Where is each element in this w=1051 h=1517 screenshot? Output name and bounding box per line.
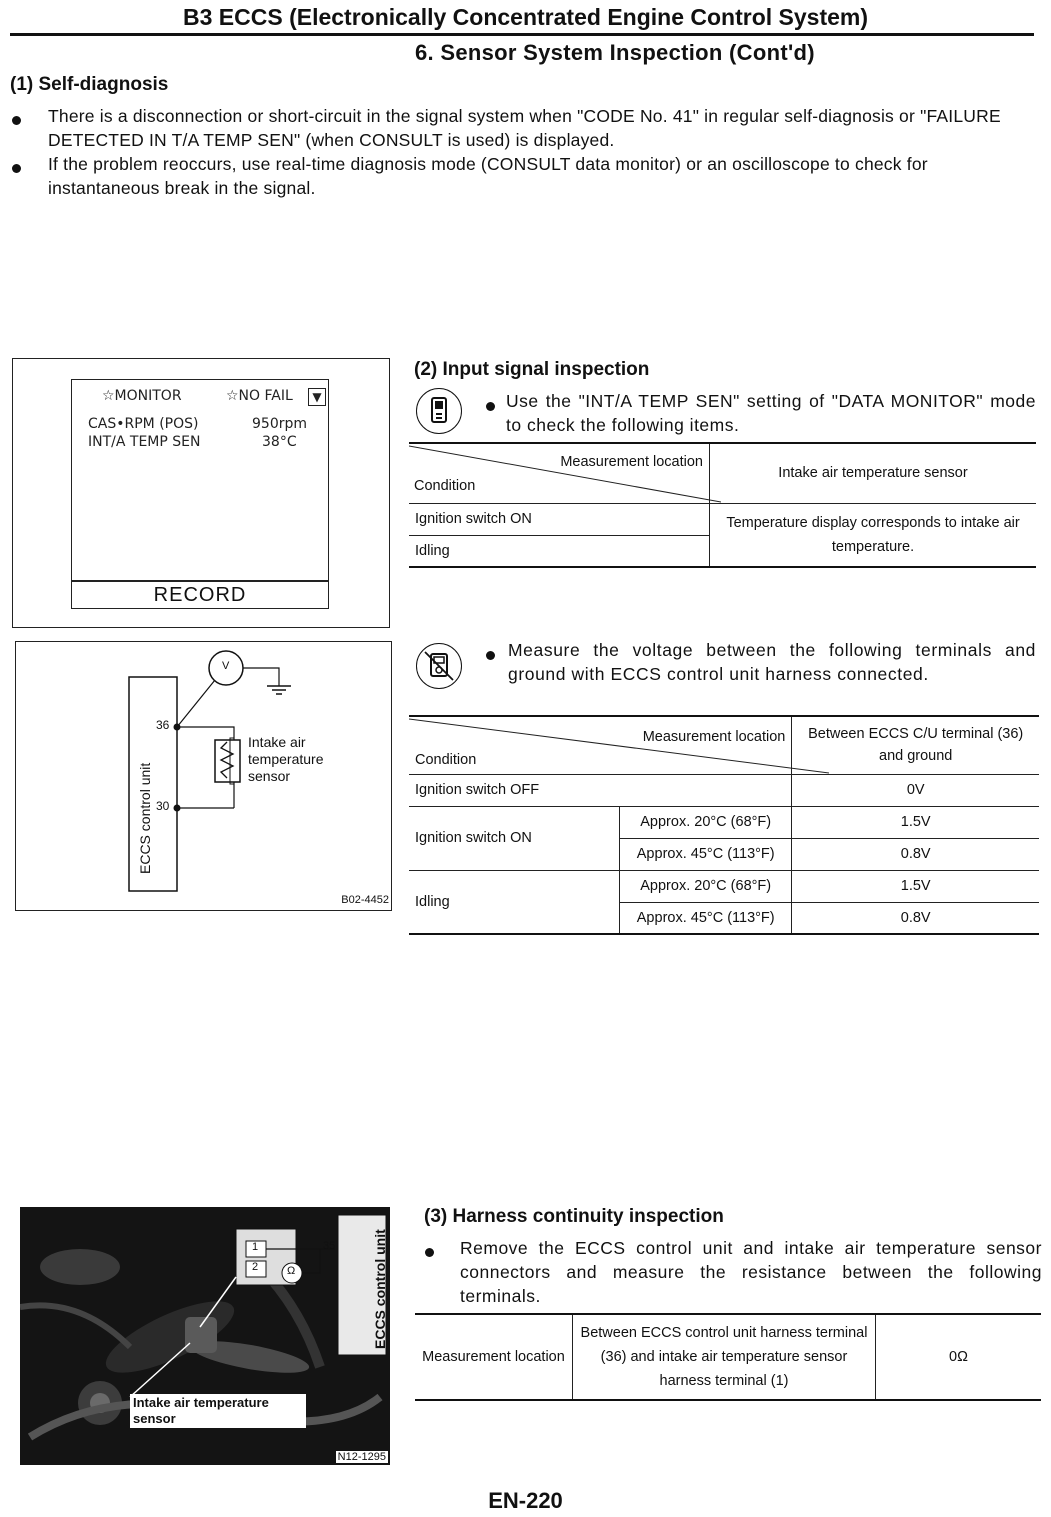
record-button[interactable]: RECORD xyxy=(71,581,329,609)
section-subtitle: 6. Sensor System Inspection (Cont'd) xyxy=(415,40,815,65)
bullet-icon xyxy=(486,647,495,665)
condition-cell: Ignition switch OFF xyxy=(409,774,792,806)
input-signal-instruction: Use the "INT/A TEMP SEN" setting of "DATA MONITOR" mode to check the following items. xyxy=(506,391,1036,435)
monitor-row-label: INT/A TEMP SEN xyxy=(88,434,201,450)
corner-top-label: Measurement location xyxy=(642,729,786,745)
condition-cell: Ignition switch ON xyxy=(409,503,710,535)
condition-cell: Idling xyxy=(409,535,710,567)
self-diagnosis-title: (1) Self-diagnosis xyxy=(10,74,169,95)
condition-cell: Idling xyxy=(409,870,620,934)
sub-condition-cell: Approx. 45°C (113°F) xyxy=(620,902,792,934)
monitor-header-left: ☆MONITOR xyxy=(102,388,182,404)
figure-code: B02-4452 xyxy=(341,894,389,906)
scroll-down-icon[interactable]: ▼ xyxy=(308,388,326,406)
voltage-check-instruction: Measure the voltage between the following terminals and ground with ECCS control unit harness connected. xyxy=(508,640,1036,684)
monitor-row-value: 950rpm xyxy=(252,416,308,432)
sub-condition-cell: Approx. 20°C (68°F) xyxy=(620,870,792,902)
monitor-screen xyxy=(71,379,329,581)
monitor-header-right: ☆NO FAIL xyxy=(226,388,293,404)
input-signal-title: (2) Input signal inspection xyxy=(414,359,650,380)
consult-monitor-panel xyxy=(12,358,390,628)
circuit-diagram-panel xyxy=(15,641,392,911)
value-cell: 0.8V xyxy=(792,902,1039,934)
sub-condition-cell: Approx. 45°C (113°F) xyxy=(620,838,792,870)
value-cell: 1.5V xyxy=(792,870,1039,902)
voltage-check-table xyxy=(409,715,1039,935)
location-cell: Between ECCS control unit harness terminal (36) and intake air temperature sensor harness terminal (1) xyxy=(573,1314,876,1400)
header-cell: Measurement location xyxy=(415,1314,573,1400)
self-diagnosis-bullet-1: There is a disconnection or short-circuit in the signal system when "CODE No. 41" in regular self-diagnosis or "FAILURE DETECTED IN T/A TEMP SEN" (when CONSULT is used) is displayed. xyxy=(48,106,1001,150)
photo-ecu-label: ECCS control unit xyxy=(372,1229,388,1349)
condition-cell: Ignition switch ON xyxy=(409,806,620,870)
corner-bottom-label: Condition xyxy=(415,752,477,768)
photo-sensor-caption: Intake air temperature sensor xyxy=(130,1394,306,1428)
value-cell: 0V xyxy=(792,774,1039,806)
circuit-tester-icon xyxy=(416,643,462,689)
consult-tester-icon xyxy=(416,388,462,434)
result-cell: Temperature display corresponds to intake air temperature. xyxy=(710,503,1037,567)
corner-top-label: Measurement location xyxy=(560,454,703,470)
photo-pin2-label: 2 xyxy=(252,1261,259,1273)
monitor-row-label: CAS•RPM (POS) xyxy=(88,416,199,432)
terminal-36-label: 36 xyxy=(156,718,170,732)
table-corner-cell xyxy=(409,443,710,503)
ecu-label: ECCS control unit xyxy=(137,762,153,874)
diagonal-divider xyxy=(409,444,721,504)
value-cell: 0.8V xyxy=(792,838,1039,870)
ohmmeter-icon: Ω xyxy=(287,1265,296,1277)
sensor-label: Intake air temperature sensor xyxy=(248,734,324,784)
harness-instruction: Remove the ECCS control unit and intake air temperature sensor connectors and measure the resistance between the following terminals. xyxy=(460,1238,1042,1306)
voltmeter-icon: V xyxy=(222,660,230,672)
value-cell: 0Ω xyxy=(876,1314,1042,1400)
self-diagnosis-bullet-2: If the problem reoccurs, use real-time diagnosis mode (CONSULT data monitor) or an oscilloscope to check for instantaneous break in the signal. xyxy=(48,154,928,198)
corner-bottom-label: Condition xyxy=(414,478,476,494)
bullet-icon xyxy=(12,160,21,178)
monitor-row-value: 38°C xyxy=(262,434,297,450)
figure-code: N12-1295 xyxy=(337,1451,386,1463)
harness-title: (3) Harness continuity inspection xyxy=(424,1206,724,1227)
photo-terminal-label: 35 xyxy=(323,1240,336,1252)
terminal-30-label: 30 xyxy=(156,799,170,813)
column-header: Between ECCS C/U terminal (36) and ground xyxy=(792,716,1039,774)
bullet-icon xyxy=(12,112,21,130)
bullet-icon xyxy=(486,398,495,416)
bullet-icon xyxy=(425,1244,434,1262)
sub-condition-cell: Approx. 20°C (68°F) xyxy=(620,806,792,838)
value-cell: 1.5V xyxy=(792,806,1039,838)
table-corner-cell xyxy=(409,716,792,774)
page-number: EN-220 xyxy=(488,1488,563,1513)
harness-photo xyxy=(20,1207,390,1465)
harness-table xyxy=(415,1313,1041,1401)
page-title: B3 ECCS (Electronically Concentrated Engine Control System) xyxy=(182,4,869,30)
photo-pin1-label: 1 xyxy=(252,1241,259,1253)
input-signal-table xyxy=(409,442,1036,568)
header-rule xyxy=(10,33,1034,36)
column-header: Intake air temperature sensor xyxy=(710,443,1037,503)
